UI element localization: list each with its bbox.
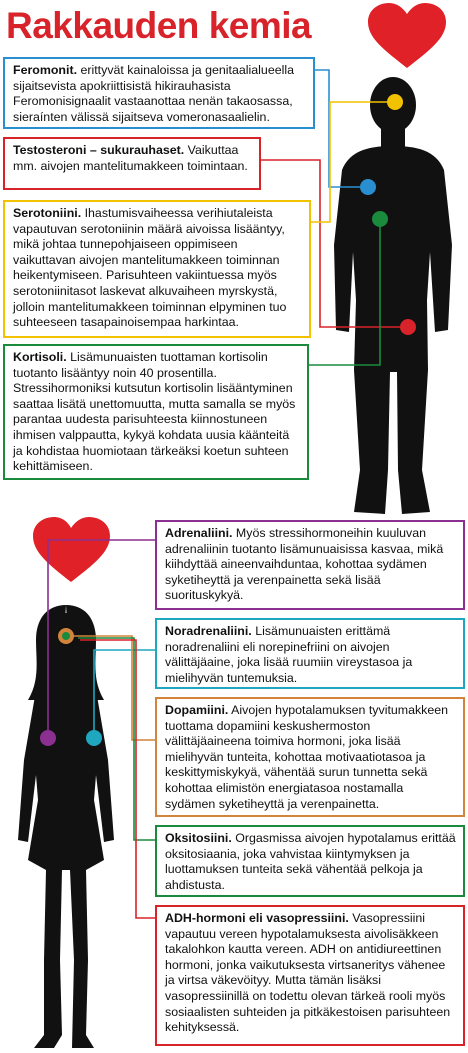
connector-nora bbox=[94, 650, 155, 738]
page-title: Rakkauden kemia bbox=[6, 5, 312, 46]
dot-nora bbox=[86, 730, 102, 746]
box-testosteroni bbox=[3, 137, 261, 190]
male-silhouette bbox=[334, 77, 452, 514]
box-oksitosiini bbox=[155, 825, 465, 897]
box-head: Dopamiini. bbox=[165, 703, 229, 717]
box-adh-hormoni bbox=[155, 905, 465, 1046]
box-serotoniini bbox=[3, 200, 311, 338]
box-noradrenaliini bbox=[155, 618, 465, 689]
box-body: Lisämunuaisten erittämä noradrenaliini eli norepinefriini on aivojen välittäjäaine, joka lisää ruumiin vireystasoa ja mielihyvän tuntemuksia. bbox=[165, 624, 413, 685]
box-feromonit bbox=[3, 57, 315, 129]
box-head: Kortisoli. bbox=[13, 350, 67, 364]
box-body: Lisämunuaisten tuottaman kortisolin tuotanto lisääntyy noin 40 prosentilla. Stressihormoniksi kutsutun kortisolin lisääntyminen saattaa lisätä unettomuutta, mutta samalla se myös parantaa uudesta parisuhteesta kiinnostuneen ihmisen valppautta, kykyä kohdata uusia käänteitä ja kohdistaa huomiotaan tärkeäksi koetun suhteen kehittämiseen. bbox=[13, 350, 296, 474]
box-head: ADH-hormoni eli vasopressiini. bbox=[165, 911, 349, 925]
box-body: Vaikuttaa mm. aivojen mantelitumakkeen toimintaan. bbox=[13, 143, 248, 173]
dot-sero bbox=[372, 211, 388, 227]
box-body: erittyvät kainaloissa ja genitaalialueella sijaitsevista apokriittisistä hikirauhasista Feromonisignaalit vastaanottaa nenän takaosassa, sieraínten välissä sijaitseva vomeronasaalielin. bbox=[13, 63, 294, 124]
box-body: Myös stressihormoneihin kuuluvan adrenaliinin tuotanto lisämunuaisissa kasvaa, mikä kiihdyttää aineenvaihduntaa, kohottaa sydämen syketiheyttä ja verenpainetta sekä lisää suorituskykyä. bbox=[165, 526, 444, 603]
dot-korti bbox=[400, 319, 416, 335]
box-head: Oksitosiini. bbox=[165, 831, 232, 845]
box-head: Serotoniini. bbox=[13, 206, 82, 220]
box-body: Vasopressiini vapautuu vereen hypotalamuksesta aivolisäkkeen takalohkon kautta vereen. ADH on antidiureettinen hormoni, jonka vaikutuksesta virtsaneritys vähenee ja virtsa väkevöityy. Mutta tämän lisäksi vasopressiinillä on todettu olevan tärkeä rooli myös sosiaalisten suhteiden ja pitkäkestoisen parisuhteen kehityksessä. bbox=[165, 911, 451, 1035]
box-head: Adrenaliini. bbox=[165, 526, 233, 540]
dot-adre bbox=[40, 730, 56, 746]
box-head: Testosteroni – sukurauhaset. bbox=[13, 143, 185, 157]
box-body: Orgasmissa aivojen hypotalamus erittää oksitosiaania, joka vahvistaa kiintymyksen ja luottamuksen tunteita sekä vähentää pelkoja ja ahdistusta. bbox=[165, 831, 456, 892]
female-silhouette bbox=[18, 605, 114, 1048]
box-head: Noradrenaliini. bbox=[165, 624, 252, 638]
box-head: Feromonit. bbox=[13, 63, 78, 77]
dot-testo bbox=[360, 179, 376, 195]
dot-brain-inner bbox=[62, 632, 70, 640]
box-body: Aivojen hypotalamuksen tyvitumakkeen tuottama dopamiini keskushermoston välittäjäaineena toimiva hormoni, joka lisää mielihyvän tunteita, kohottaa motivaatiotasoa ja keskittymiskykyä, vähentää surun tunnetta sekä kohottaa elimistön energiatasoa nostamalla sydämen syketiheyttä ja verenpainetta. bbox=[165, 703, 449, 811]
heart-icon-top bbox=[368, 3, 446, 68]
dot-feromonit bbox=[387, 94, 403, 110]
box-dopamiini bbox=[155, 697, 465, 817]
heart-icon-bottom bbox=[33, 517, 110, 582]
box-adrenaliini bbox=[155, 520, 465, 610]
box-body: Ihastumisvaiheessa verihiutaleista vapautuvan serotoniinin määrä aivoissa lisääntyy, mikä johtaa tunnepohjaiseen oppimiseen vaikuttavan aivojen mantelitumakkeen toiminnan heikentymiseen. Parisuhteen vakiintuessa myös serotoniinitasot laskevat alkuvaiheen myrskystä, jolloin mantelitumakkeen toiminnan elpyminen tuo suhteeseen tasapainoisempaa harkintaa. bbox=[13, 206, 287, 330]
box-kortisoli bbox=[3, 344, 309, 480]
